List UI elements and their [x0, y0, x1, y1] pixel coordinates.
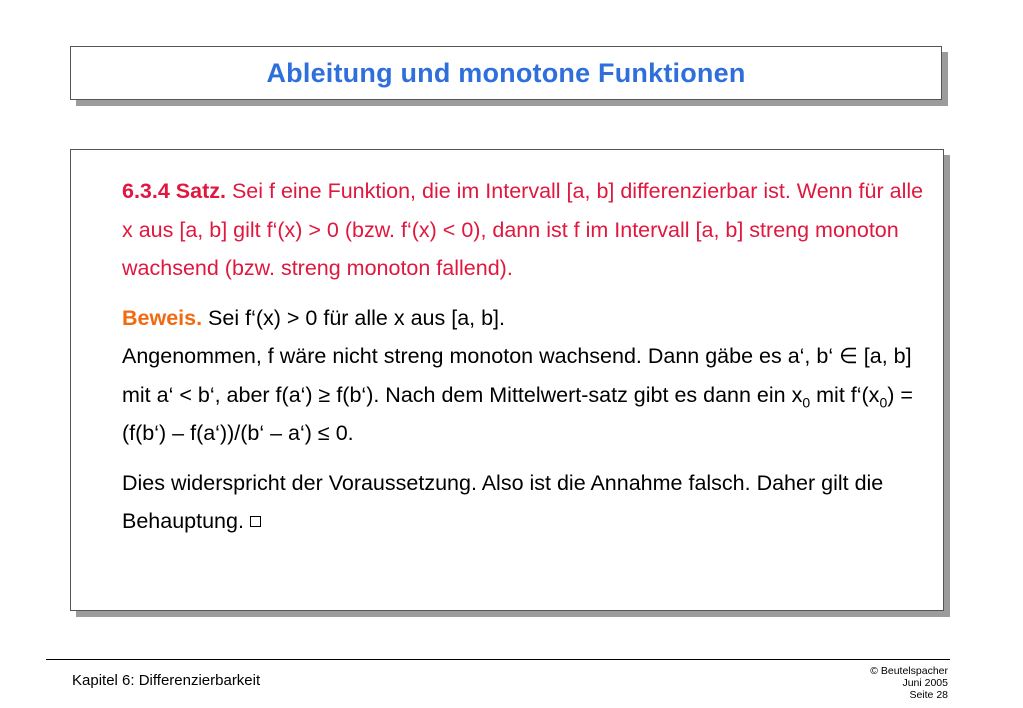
- footer-date: Juni 2005: [902, 677, 948, 689]
- conclusion-text: Dies widerspricht der Voraussetzung. Also ist die Annahme falsch. Daher gilt die Behauptung.: [122, 470, 884, 533]
- slide-body: [122, 172, 934, 552]
- theorem-paragraph: [122, 172, 934, 288]
- title-box: [70, 46, 942, 100]
- slide-title: Ableitung und monotone Funktionen: [266, 57, 746, 88]
- footer-page: Seite 28: [909, 689, 948, 701]
- footer-copyright: © Beutelspacher: [870, 665, 948, 677]
- content-box: [70, 149, 944, 611]
- footer-divider: [46, 659, 950, 660]
- proof-text-part-3: ) = (f(b‘) – f(a‘))/(b‘ – a‘) ≤ 0.: [122, 382, 913, 445]
- conclusion-paragraph: [122, 464, 934, 541]
- proof-first-line: Sei f‘(x) > 0 für alle x aus [a, b].: [202, 305, 505, 330]
- footer-chapter: Kapitel 6: Differenzierbarkeit: [72, 672, 261, 689]
- proof-text-part-2: mit f‘(x: [810, 382, 880, 407]
- subscript-0: 0: [802, 393, 811, 410]
- qed-square-icon: [250, 516, 261, 527]
- proof-text-part-1: Angenommen, f wäre nicht streng monoton wachsend. Dann gäbe es a‘, b‘ ∈ [a, b] mit a‘ < b‘, aber f(a‘) ≥ f(b‘). Nach dem Mittelwert-satz gibt es dann ein x: [122, 344, 912, 407]
- footer-meta: [870, 665, 948, 701]
- theorem-label: 6.3.4 Satz.: [122, 179, 226, 203]
- proof-paragraph: [122, 299, 934, 453]
- theorem-text: Sei f eine Funktion, die im Intervall [a, b] differenzierbar ist. Wenn für alle x aus [a, b] gilt f‘(x) > 0 (bzw. f‘(x) < 0), dann ist f im Intervall [a, b] streng monoton wachsend (bzw. streng monoton fallend).: [122, 179, 924, 280]
- proof-label: Beweis.: [122, 305, 203, 330]
- subscript-0-second: 0: [879, 393, 888, 410]
